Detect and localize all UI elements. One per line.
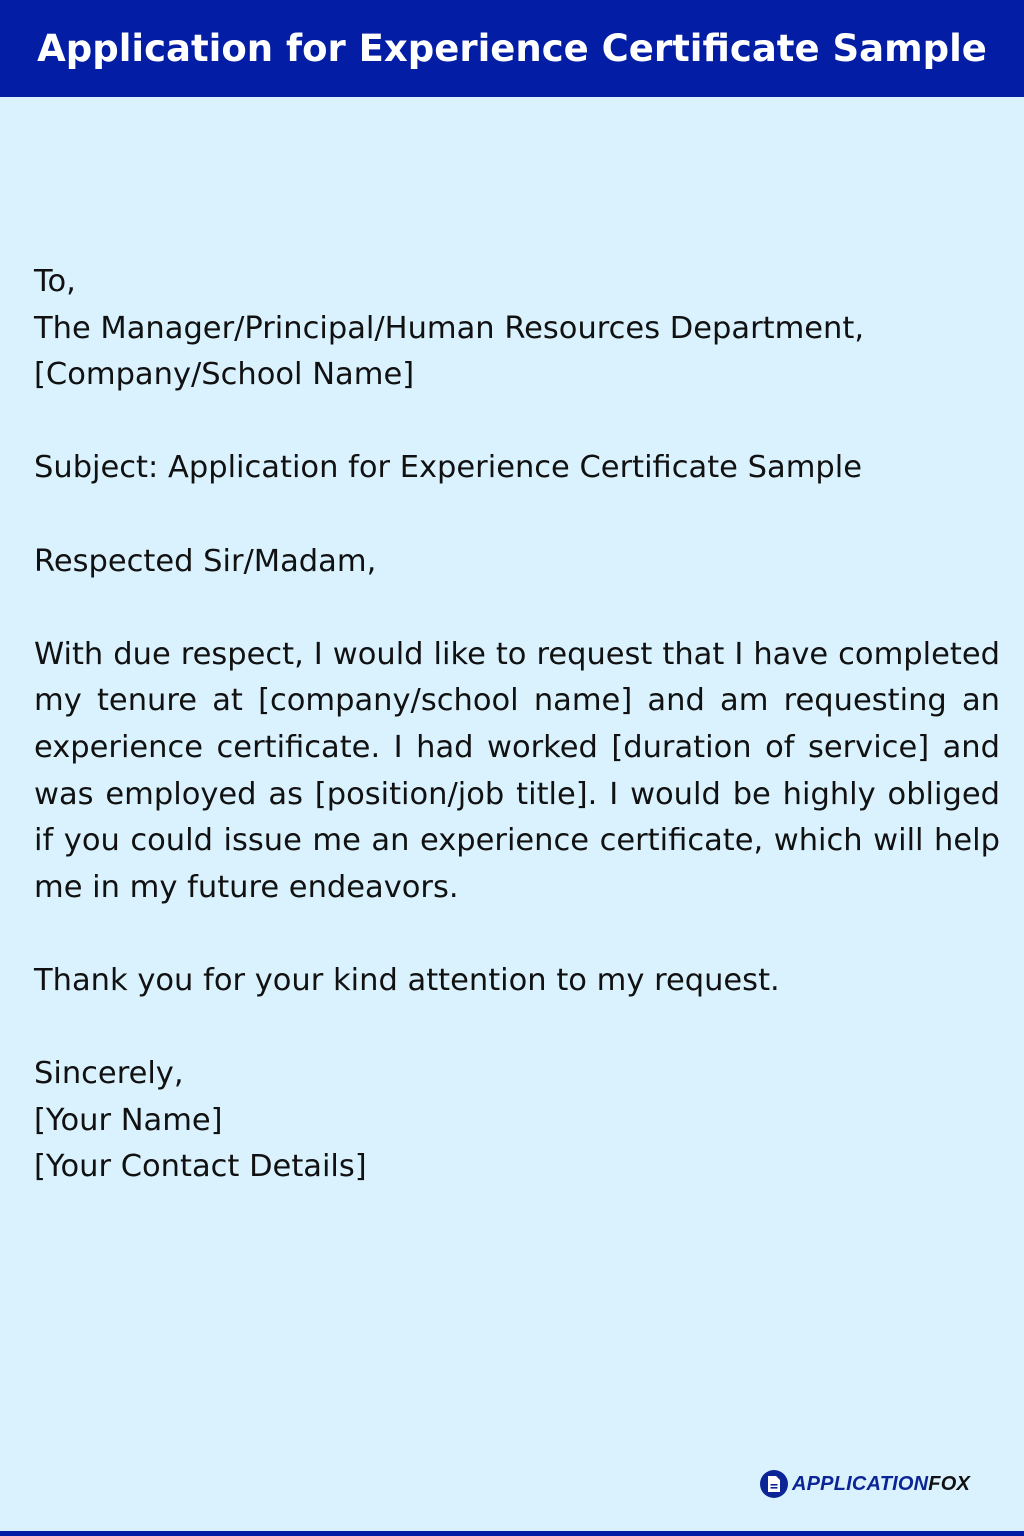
salutation-to: To, (34, 264, 76, 299)
organization-line: [Company/School Name] (34, 357, 415, 393)
recipient-line: The Manager/Principal/Human Resources Department, (34, 310, 865, 346)
closing-line: Sincerely, (34, 1056, 184, 1092)
body-paragraph: With due respect, I would like to request that I have completed my tenure at [company/school name] and am requesting an experience certificate. I had worked [duration of service] and was employed as [position/job title]. I would be highly obliged if you could issue me an experience certificate, which will help me in my future endeavors. (34, 636, 1000, 905)
thanks-line: Thank you for your kind attention to my request. (34, 962, 780, 998)
subject-line: Subject: Application for Experience Certificate Sample (34, 450, 862, 486)
contact-placeholder: [Your Contact Details] (34, 1149, 367, 1185)
brand-logo (760, 1470, 970, 1498)
page-header (0, 0, 1024, 97)
document-icon (760, 1470, 788, 1498)
name-placeholder: [Your Name] (34, 1102, 223, 1138)
brand-name: APPLICATIONFOX (792, 1472, 970, 1495)
page-title: Application for Experience Certificate Sample (37, 27, 987, 70)
greeting-line: Respected Sir/Madam, (34, 543, 377, 579)
letter-body (34, 259, 1000, 1191)
footer-bar (0, 1531, 1024, 1536)
